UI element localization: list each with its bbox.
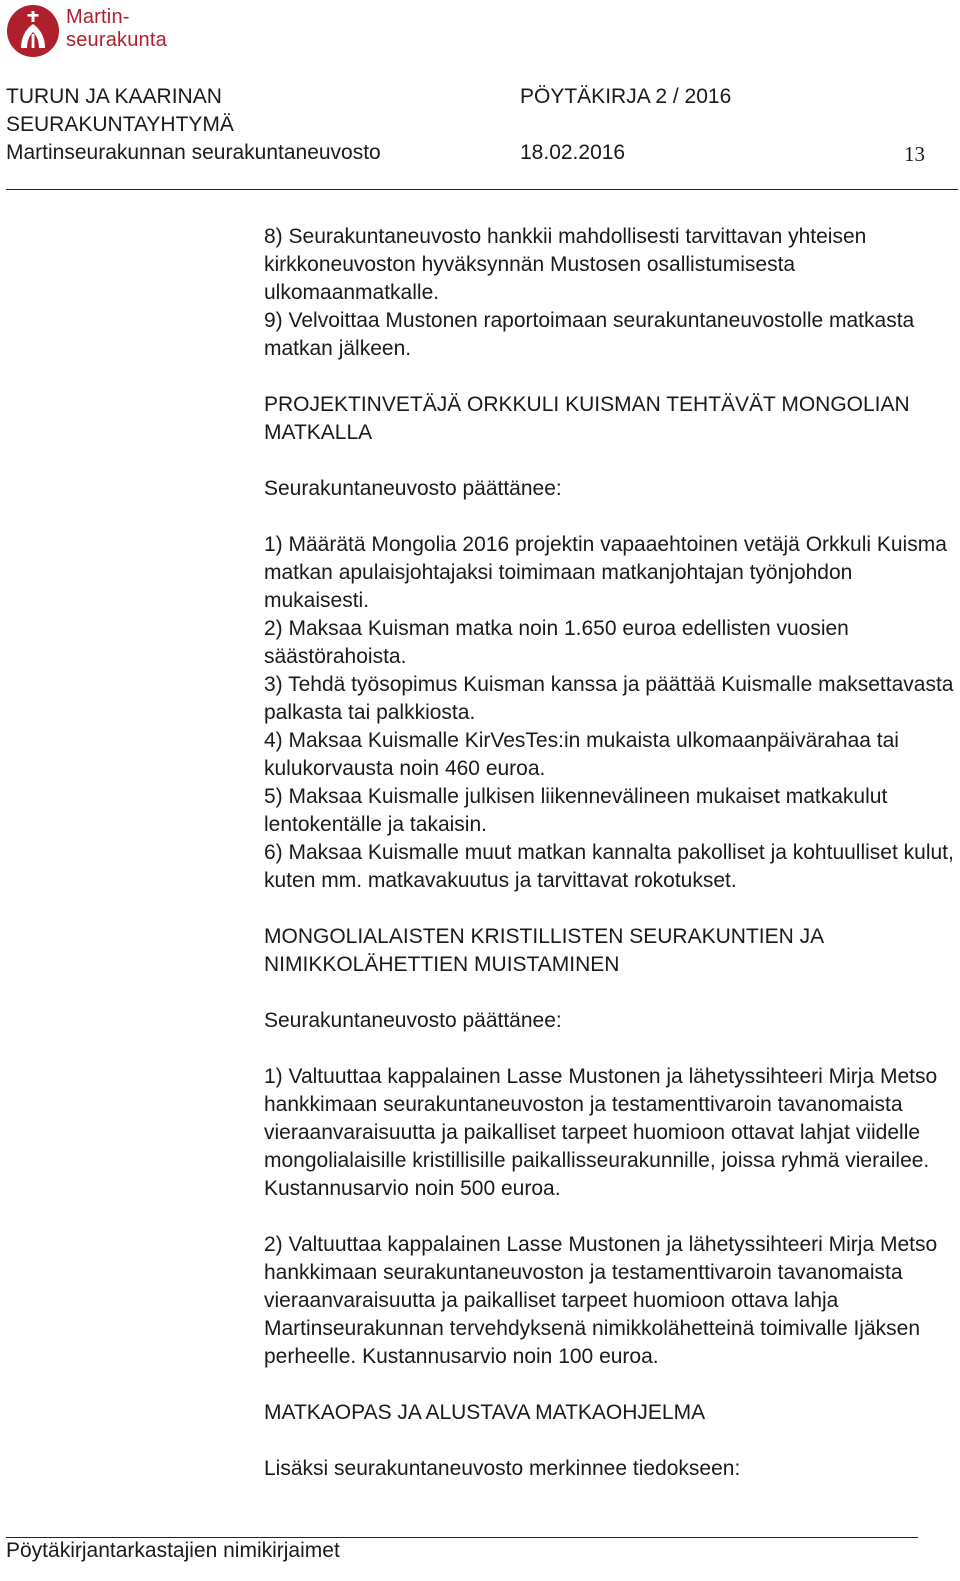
meeting-date: 18.02.2016 bbox=[520, 141, 626, 164]
document-body bbox=[264, 223, 956, 1483]
decision-item-4: 4) Maksaa Kuismalle KirVesTes:in mukaista ulkomaanpäivärahaa tai kulukorvausta noin 460 euroa. bbox=[264, 729, 899, 780]
note-intro: Lisäksi seurakuntaneuvosto merkinnee tiedokseen: bbox=[264, 1457, 741, 1480]
logo-line-1: Martin- bbox=[66, 6, 130, 28]
logo bbox=[6, 4, 167, 58]
paragraph-item-9: 9) Velvoittaa Mustonen raportoimaan seurakuntaneuvostolle matkasta matkan jälkeen. bbox=[264, 309, 915, 360]
org-line-2: SEURAKUNTAYHTYMÄ bbox=[6, 113, 234, 136]
org-line-1: TURUN JA KAARINAN bbox=[6, 85, 222, 108]
document-title: PÖYTÄKIRJA 2 / 2016 bbox=[520, 85, 732, 108]
logo-wordmark bbox=[66, 6, 167, 52]
remembrance-item-2: 2) Valtuuttaa kappalainen Lasse Mustonen ja lähetyssihteeri Mirja Metso hankkimaan seurakuntaneuvoston ja testamenttivaroin tavanomaista vieraanvaraisuutta ja paikalliset tarpeet huomioon ottava lahja Martinseurakunnan tervehdyksenä nimikkolähetteinä toimivalle Ijäksen perheelle. Kustannusarvio noin 100 euroa. bbox=[264, 1233, 938, 1368]
church-emblem-icon bbox=[6, 4, 60, 58]
footer-initials-label: Pöytäkirjantarkastajien nimikirjaimet bbox=[6, 1539, 340, 1562]
org-name bbox=[6, 83, 234, 139]
decision-item-1: 1) Määrätä Mongolia 2016 projektin vapaaehtoinen vetäjä Orkkuli Kuisma matkan apulaisjohtajaksi toimimaan matkanjohtajan työnjohdon mukaisesti. bbox=[264, 533, 947, 612]
decision-item-5: 5) Maksaa Kuismalle julkisen liikennevälineen mukaiset matkakulut lentokentälle ja takaisin. bbox=[264, 785, 888, 836]
page-number: 13 bbox=[904, 142, 925, 166]
decision-item-3: 3) Tehdä työsopimus Kuisman kanssa ja päättää Kuismalle maksettavasta palkasta tai palkkiosta. bbox=[264, 673, 954, 724]
decision-item-6: 6) Maksaa Kuismalle muut matkan kannalta pakolliset ja kohtuulliset kulut, kuten mm. matkavakuutus ja tarvittavat rokotukset. bbox=[264, 841, 954, 892]
section-heading-remembrance: MONGOLIALAISTEN KRISTILLISTEN SEURAKUNTIEN JA NIMIKKOLÄHETTIEN MUISTAMINEN bbox=[264, 925, 823, 976]
section-heading-guide: MATKAOPAS JA ALUSTAVA MATKAOHJELMA bbox=[264, 1401, 706, 1424]
header-rule bbox=[6, 189, 958, 190]
decision-intro: Seurakuntaneuvosto päättänee: bbox=[264, 477, 562, 500]
remembrance-item-1: 1) Valtuuttaa kappalainen Lasse Mustonen ja lähetyssihteeri Mirja Metso hankkimaan seurakuntaneuvoston ja testamenttivaroin tavanomaista vieraanvaraisuutta ja paikalliset tarpeet huomioon ottavat lahjat viidelle mongolialaisille kristillisille paikallisseurakunnille, joissa ryhmä vierailee. Kustannusarvio noin 500 euroa. bbox=[264, 1065, 938, 1200]
logo-line-2: seurakunta bbox=[66, 29, 167, 51]
council-name: Martinseurakunnan seurakuntaneuvosto bbox=[6, 141, 381, 164]
decision-intro: Seurakuntaneuvosto päättänee: bbox=[264, 1009, 562, 1032]
decision-item-2: 2) Maksaa Kuisman matka noin 1.650 euroa edellisten vuosien säästörahoista. bbox=[264, 617, 849, 668]
section-heading-coordinator: PROJEKTINVETÄJÄ ORKKULI KUISMAN TEHTÄVÄT MONGOLIAN MATKALLA bbox=[264, 393, 910, 444]
paragraph-item-8: 8) Seurakuntaneuvosto hankkii mahdollisesti tarvittavan yhteisen kirkkoneuvoston hyväksynnän Mustosen osallistumisesta ulkomaanmatkalle. bbox=[264, 225, 867, 304]
